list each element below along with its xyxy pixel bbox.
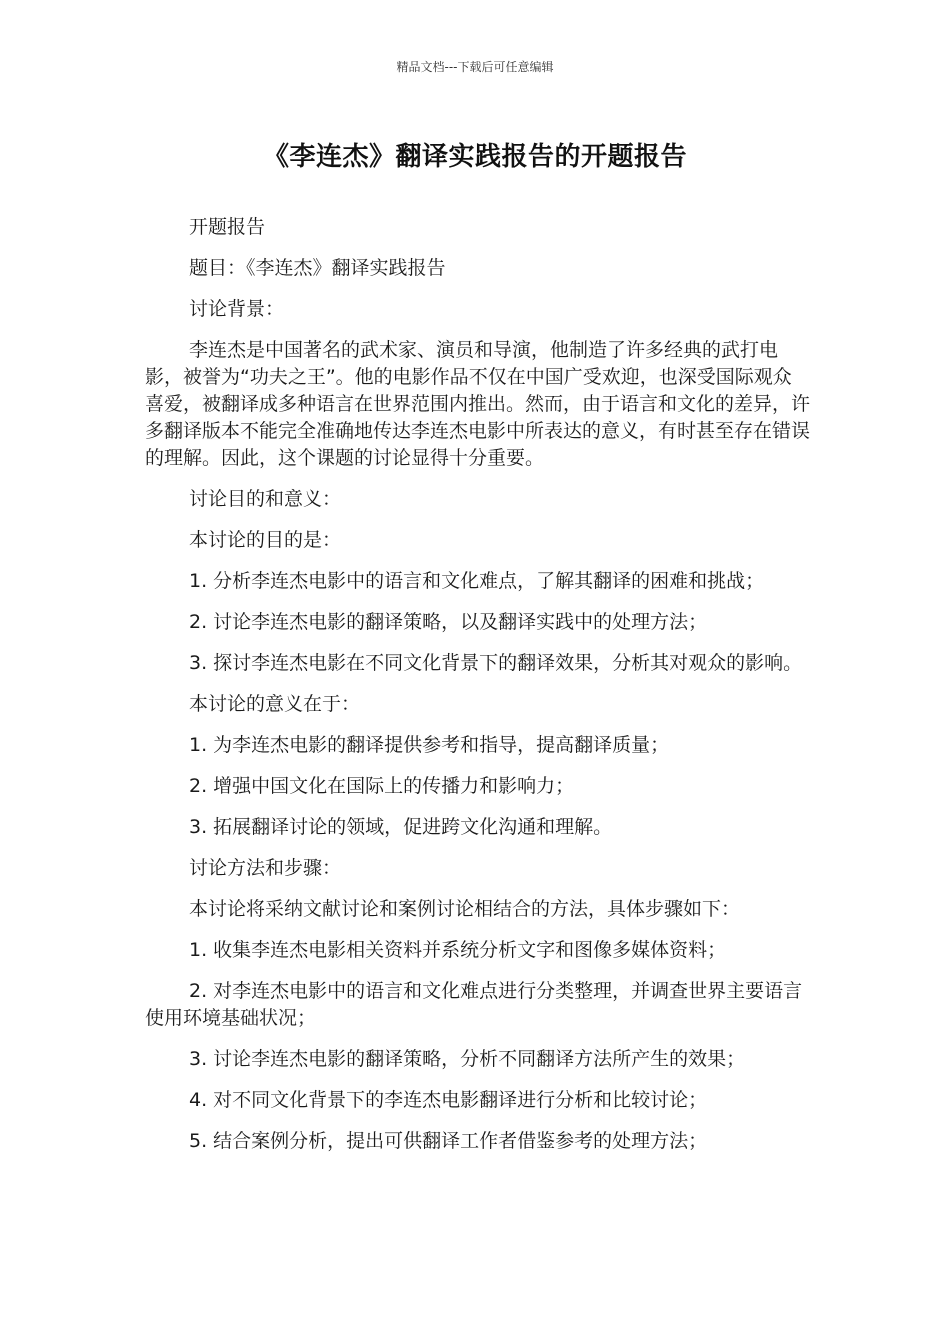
paragraph-methods-intro: 本讨论将采纳文献讨论和案例讨论相结合的方法，具体步骤如下： [189,898,741,920]
list-item-purpose-1: 1. 分析李连杰电影中的语言和文化难点，了解其翻译的困难和挑战； [189,570,765,592]
list-item-significance-1: 1. 为李连杰电影的翻译提供参考和指导，提高翻译质量； [189,734,670,756]
paragraph-purpose-intro: 本讨论的目的是： [189,529,342,551]
list-item-step-4: 4. 对不同文化背景下的李连杰电影翻译进行分析和比较讨论； [189,1089,708,1111]
paragraph-topic: 题目：《李连杰》翻译实践报告 [189,257,446,279]
section-heading-background: 讨论背景： [189,298,285,320]
document-title: 《李连杰》翻译实践报告的开题报告 [262,142,687,172]
header-note: 精品文档---下载后可任意编辑 [396,60,554,74]
list-item-purpose-2: 2. 讨论李连杰电影的翻译策略，以及翻译实践中的处理方法； [189,611,708,633]
list-item-step-5: 5. 结合案例分析，提出可供翻译工作者借鉴参考的处理方法； [189,1130,708,1152]
list-item-step-2: 2. 对李连杰电影中的语言和文化难点进行分类整理，并调查世界主要语言使用环境基础状况； [145,980,803,1029]
document-body [145,214,810,1169]
paragraph-background: 李连杰是中国著名的武术家、演员和导演，他制造了许多经典的武打电影，被誉为“功夫之王”。他的电影作品不仅在中国广受欢迎，也深受国际观众喜爱，被翻译成多种语言在世界范围内推出。然而，由于语言和文化的差异，许多翻译版本不能完全准确地传达李连杰电影中所表达的意义，有时甚至存在错误的理解。因此，这个课题的讨论显得十分重要。 [145,339,811,469]
paragraph-heading: 开题报告 [189,216,266,238]
section-heading-methods: 讨论方法和步骤： [189,857,342,879]
list-item-significance-2: 2. 增强中国文化在国际上的传播力和影响力； [189,775,575,797]
paragraph-significance-intro: 本讨论的意义在于： [189,693,361,715]
list-item-step-3: 3. 讨论李连杰电影的翻译策略，分析不同翻译方法所产生的效果； [189,1048,746,1070]
list-item-significance-3: 3. 拓展翻译讨论的领域，促进跨文化沟通和理解。 [189,816,613,838]
list-item-step-1: 1. 收集李连杰电影相关资料并系统分析文字和图像多媒体资料； [189,939,727,961]
list-item-purpose-3: 3. 探讨李连杰电影在不同文化背景下的翻译效果，分析其对观众的影响。 [189,652,803,674]
section-heading-purpose: 讨论目的和意义： [189,488,342,510]
